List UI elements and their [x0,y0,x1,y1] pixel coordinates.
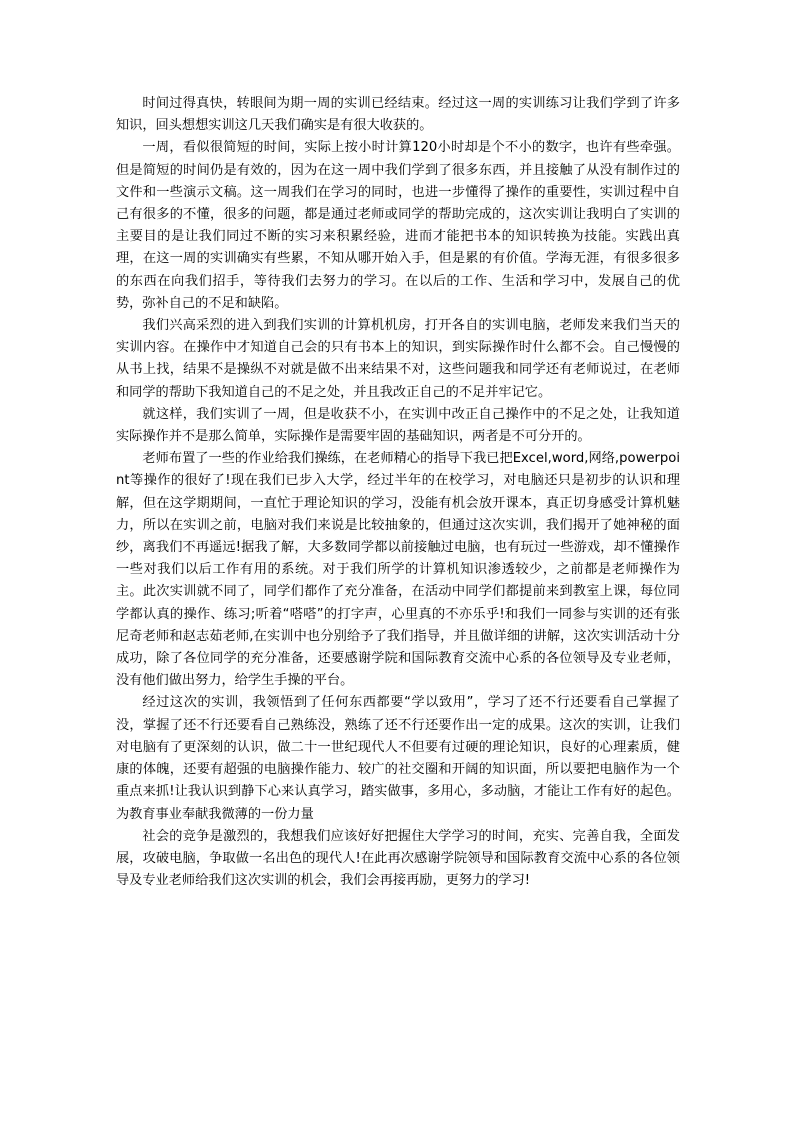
paragraph-computer-room: 我们兴高采烈的进入到我们实训的计算机机房，打开各自的实训电脑，老师发来我们当天的实训内容。在操作中才知道自己会的只有书本上的知识，到实际操作时什么都不会。自己慢慢的从书上找，结果不是操纵不对就是做不出来结果不对，这些问题我和同学还有老师说过，在老师和同学的帮助下我知道自己的不足之处，并且我改正自己的不足并牢记它。 [116,318,680,400]
paragraph-homework: 老师布置了一些的作业给我们操练，在老师精心的指导下我已把Excel,word,网络,powerpoint等操作的很好了!现在我们已步入大学，经过半年的在校学习，对电脑还只是初步的认识和理解，但在这学期期间，一直忙于理论知识的学习，没能有机会放开课本，真正切身感受计算机魅力，所以在实训之前，电脑对我们来说是比较抽象的，但通过这次实训，我们揭开了她神秘的面纱，离我们不再遥远!据我了解，大多数同学都以前接触过电脑，也有玩过一些游戏，却不懂操作一些对我们以后工作有用的系统。对于我们所学的计算机知识渗透较少，之前都是老师操作为主。此次实训就不同了，同学们都作了充分准备，在活动中同学们都提前来到教室上课，每位同学都认真的操作、练习;听着“嗒嗒”的打字声，心里真的不亦乐乎!和我们一同参与实训的还有张尼奇老师和赵志茹老师,在实训中也分别给予了我们指导，并且做详细的讲解，这次实训活动十分成功，除了各位同学的充分准备，还要感谢学院和国际教育交流中心系的各位领导及专业老师，没有他们做出努力，给学生手操的平台。 [116,451,680,689]
document-body [116,93,680,892]
paragraph-conclusion: 社会的竞争是激烈的，我想我们应该好好把握住大学学习的时间，充实、完善自我，全面发展，攻破电脑，争取做一名出色的现代人!在此再次感谢学院领导和国际教育交流中心系的各位领导及专业老师给我们这次实训的机会，我们会再接再励，更努力的学习! [116,828,680,889]
paragraph-so-one-week: 就这样，我们实训了一周，但是收获不小，在实训中改正自己操作中的不足之处，让我知道实际操作并不是那么简单，实际操作是需要牢固的基础知识，两者是不可分开的。 [116,406,680,445]
paragraph-one-week: 一周，看似很简短的时间，实际上按小时计算120小时却是个不小的数字，也许有些牵强。但是简短的时间仍是有效的，因为在这一周中我们学到了很多东西，并且接触了从没有制作过的文件和一些演示文稿。这一周我们在学习的同时，也进一步懂得了操作的重要性，实训过程中自己有很多的不懂，很多的问题，都是通过老师或同学的帮助完成的，这次实训让我明白了实训的主要目的是让我们同过不断的实习来积累经验，进而才能把书本的知识转换为技能。实践出真理，在这一周的实训确实有些累，不知从哪开始入手，但是累的有价值。学海无涯，有很多很多的东西在向我们招手，等待我们去努力的学习。在以后的工作、生活和学习中，发展自己的优势，弥补自己的不足和缺陷。 [116,140,680,311]
paragraph-learn-to-apply: 经过这次的实训，我领悟到了任何东西都要“学以致用”，学习了还不行还要看自己掌握了没，掌握了还不行还要看自己熟练没，熟练了还不行还要作出一定的成果。这次的实训，让我们对电脑有了更深刻的认识，做二十一世纪现代人不但要有过硬的理论知识，良好的心理素质，健康的体魄，还要有超强的电脑操作能力、较广的社交圈和开阔的知识面，所以要把电脑作为一个重点来抓!让我认识到静下心来认真学习，踏实做事，多用心，多动脑，才能让工作有好的起色。为教育事业奉献我微薄的一份力量 [116,695,680,822]
paragraph-intro: 时间过得真快，转眼间为期一周的实训已经结束。经过这一周的实训练习让我们学到了许多知识，回头想想实训这几天我们确实是有很大收获的。 [116,96,680,134]
